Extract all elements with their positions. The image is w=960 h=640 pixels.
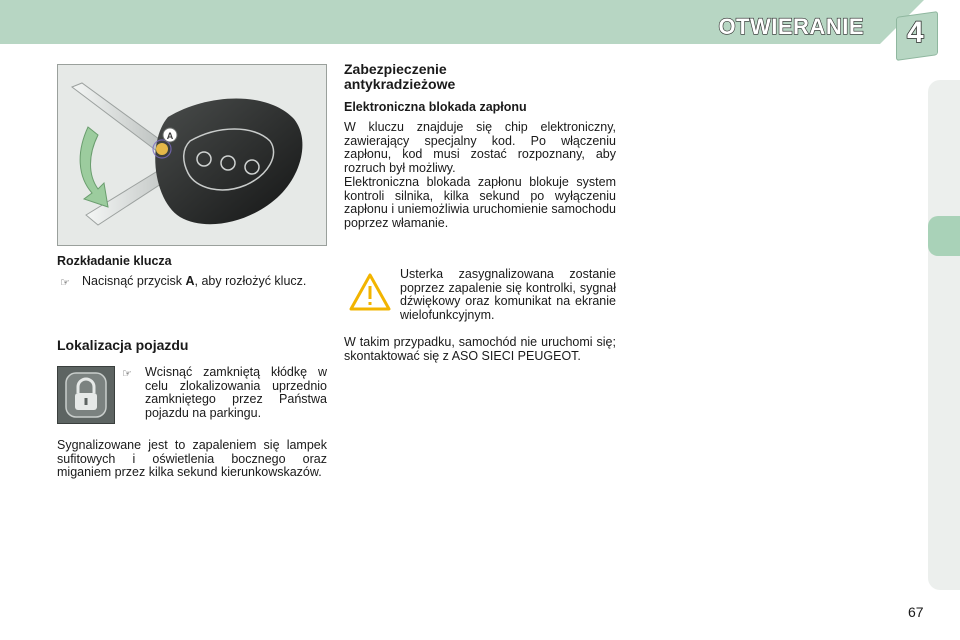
side-strip xyxy=(928,80,960,590)
locate-instruction: Wcisnąć zamkniętą kłódkę w celu zlokalizowania uprzednio zamkniętego przez Państwa pojazdu na parkingu. xyxy=(145,365,327,420)
unfold-heading: Rozkładanie klucza xyxy=(57,254,172,268)
flip-key-icon xyxy=(58,65,326,245)
immobilizer-heading: Elektroniczna blokada zapłonu xyxy=(344,100,527,114)
key-figure xyxy=(57,64,327,246)
locate-description: Sygnalizowane jest to zapaleniem się lampek sufitowych i oświetlenia bocznego oraz miganiem przez kilka sekund kierunkowskazów. xyxy=(57,438,327,480)
side-chapter-tab xyxy=(928,216,960,256)
rotate-arrow-icon xyxy=(80,127,108,207)
chapter-number: 4 xyxy=(907,16,924,49)
warning-triangle-icon xyxy=(348,272,392,312)
security-heading: Zabezpieczenie antykradzieżowe xyxy=(344,61,456,92)
pointing-hand-icon: ☞ xyxy=(122,368,132,380)
padlock-icon xyxy=(57,366,115,424)
locate-heading: Lokalizacja pojazdu xyxy=(57,337,189,353)
warning-action: W takim przypadku, samochód nie uruchomi się; skontaktować się z ASO SIECI PEUGEOT. xyxy=(344,335,616,363)
immobilizer-paragraph-1: W kluczu znajduje się chip elektroniczny, zawierający specjalny kod. Po włączeniu zapłonu, kod musi zostać rozpoznany, aby rozruch był możliwy. xyxy=(344,120,616,175)
unfold-instruction: Nacisnąć przycisk A, aby rozłożyć klucz. xyxy=(82,274,307,288)
chapter-title: OTWIERANIE xyxy=(718,14,864,39)
button-a-glow xyxy=(156,143,168,155)
pointing-hand-icon: ☞ xyxy=(60,277,70,289)
page-number: 67 xyxy=(908,604,924,620)
key-fob-body xyxy=(155,99,302,225)
warning-text: Usterka zasygnalizowana zostanie poprzez zapalenie się kontrolki, sygnał dźwiękowy oraz komunikat na ekranie wielofunkcyjnym. xyxy=(400,267,616,322)
label-a: A xyxy=(166,131,174,141)
immobilizer-paragraph-2: Elektroniczna blokada zapłonu blokuje system kontroli silnika, kilka sekund po wyłączeniu zapłonu i uniemożliwia uruchomienie samochodu poprzez włamanie. xyxy=(344,175,616,230)
